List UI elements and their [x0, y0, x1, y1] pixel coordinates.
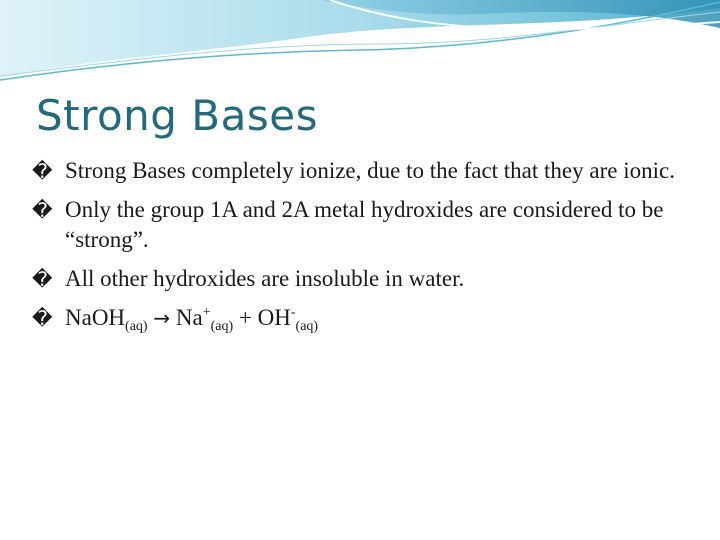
equation-product1-charge: + — [202, 305, 211, 320]
bullet-marker-icon: � — [32, 306, 53, 330]
equation-product2-charge: - — [290, 305, 296, 320]
bullet-marker-icon: � — [32, 159, 53, 183]
equation-reactant: NaOH — [65, 305, 126, 330]
equation-product1-state: (aq) — [210, 319, 234, 334]
slide-title: Strong Bases — [36, 91, 318, 140]
bullet-item — [32, 264, 692, 294]
bullet-marker-icon: � — [32, 198, 53, 222]
bullet-item — [32, 156, 692, 186]
decorative-banner — [0, 0, 720, 90]
equation-product1: Na — [175, 305, 203, 330]
equation-product2-state: (aq) — [295, 319, 319, 334]
bullet-text: All other hydroxides are insoluble in water. — [65, 266, 465, 291]
bullet-item — [32, 195, 692, 255]
bullet-marker-icon: � — [32, 267, 53, 291]
equation-product2: OH — [257, 305, 291, 330]
bullet-item-equation — [32, 303, 692, 333]
bullet-text: Strong Bases completely ionize, due to the fact that they are ionic. — [65, 158, 675, 183]
bullet-text: Only the group 1A and 2A metal hydroxides are considered to be “strong”. — [65, 197, 664, 252]
reaction-arrow-icon: → — [153, 306, 171, 330]
equation-plus: + — [238, 305, 252, 330]
equation-reactant-state: (aq) — [125, 319, 148, 334]
bullet-list — [32, 156, 692, 342]
